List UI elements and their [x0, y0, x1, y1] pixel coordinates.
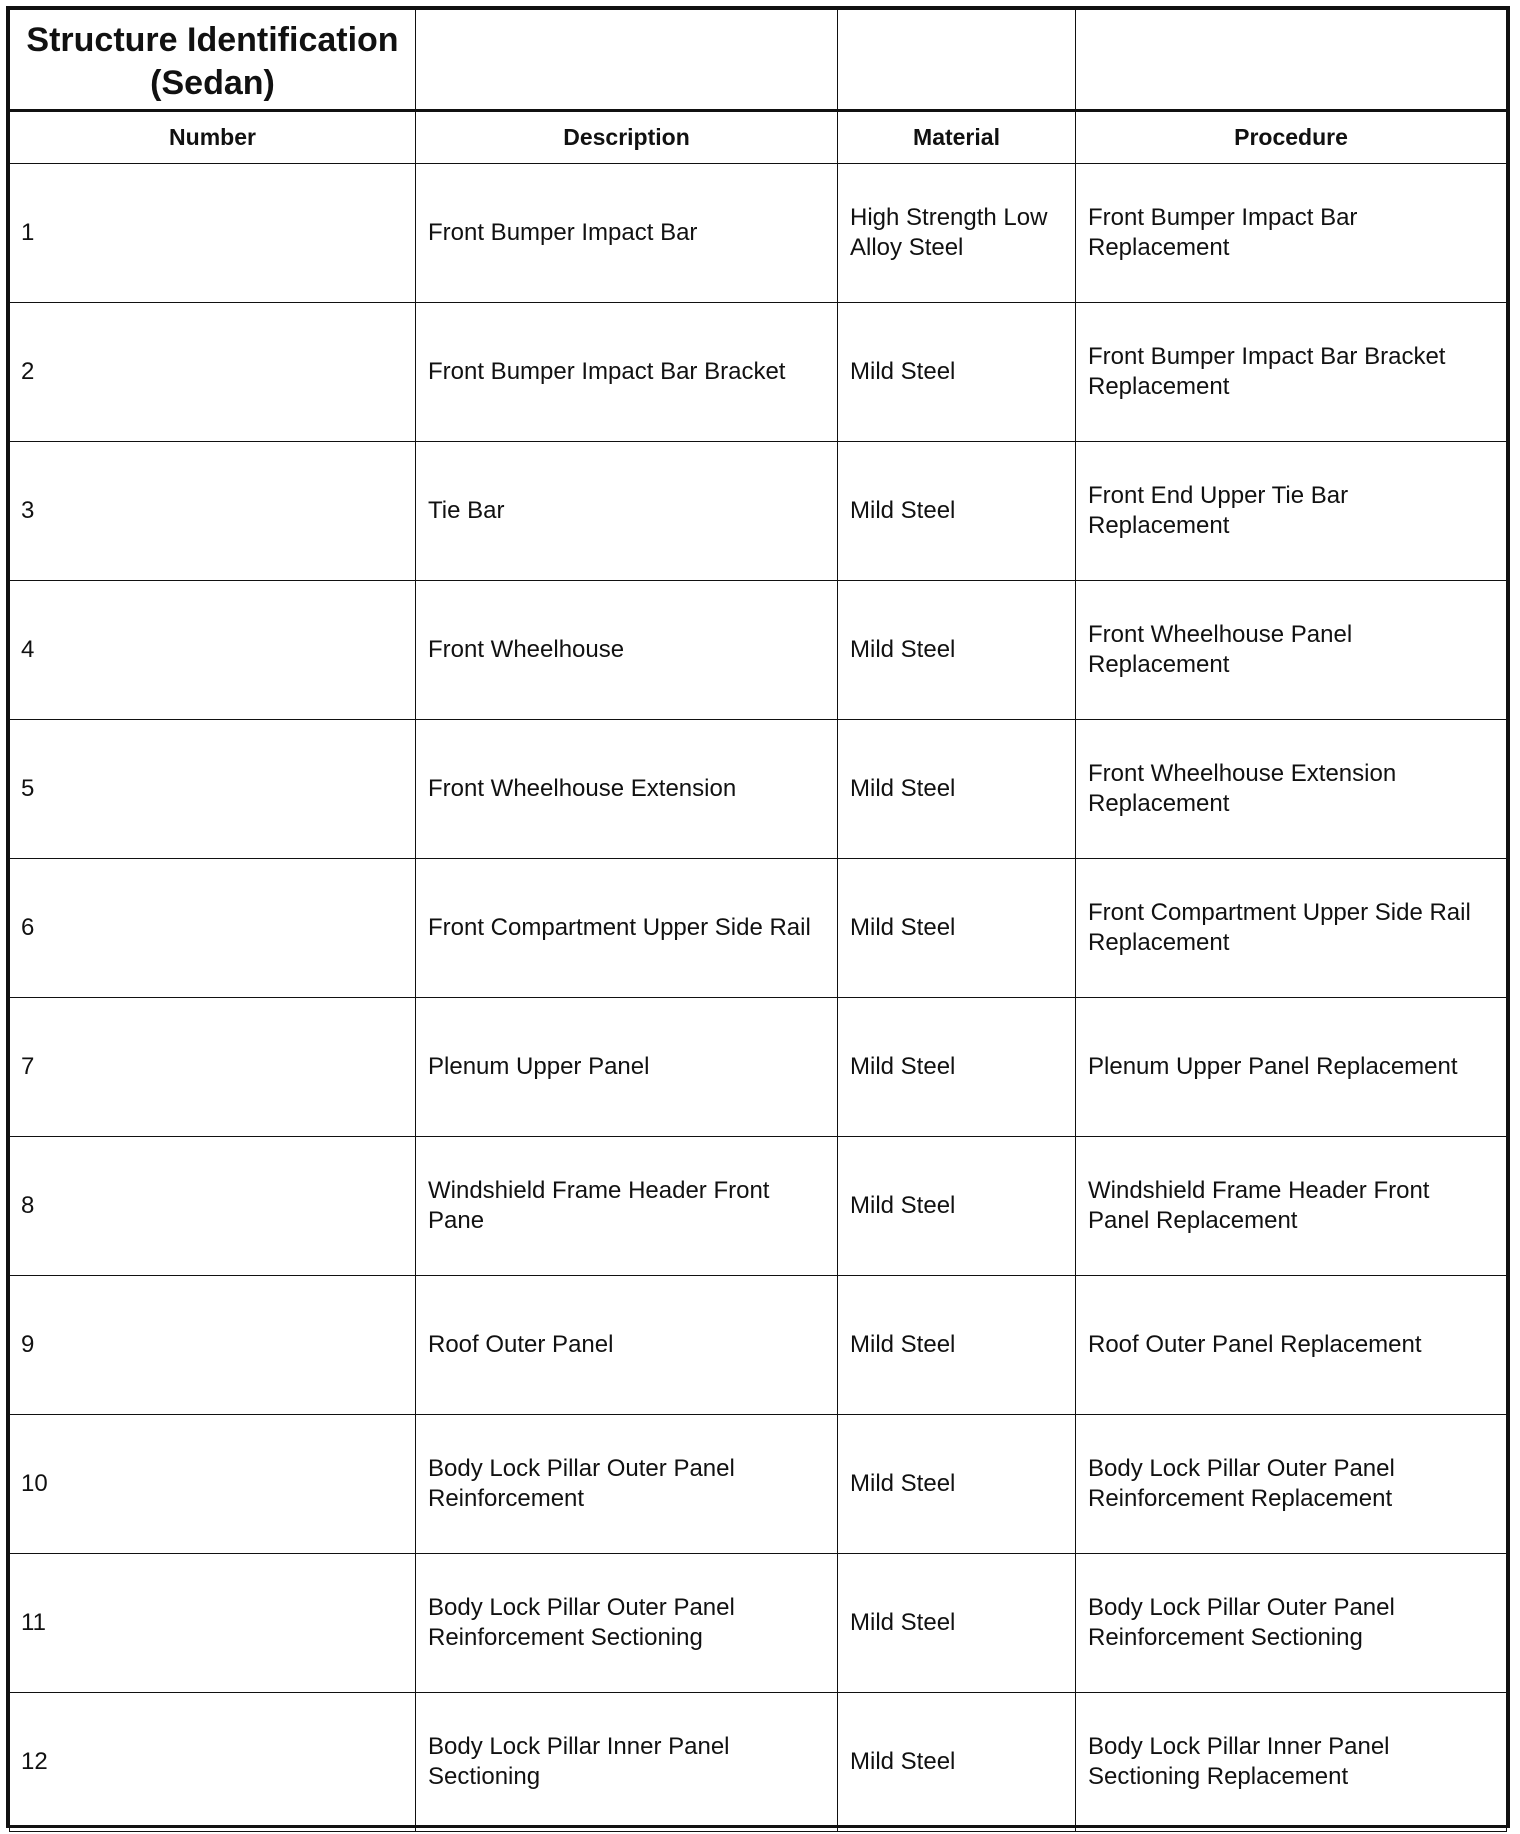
cell-material: Mild Steel: [838, 859, 1076, 998]
structure-table: [9, 9, 1507, 1832]
cell-description: Body Lock Pillar Outer Panel Reinforcement Sectioning: [416, 1554, 838, 1693]
table-row: [10, 1554, 1507, 1693]
cell-material: Mild Steel: [838, 303, 1076, 442]
cell-number: 5: [10, 720, 416, 859]
cell-description: Front Wheelhouse: [416, 581, 838, 720]
cell-description: Roof Outer Panel: [416, 1276, 838, 1415]
table-title: Structure Identification (Sedan): [10, 10, 416, 111]
table-row: [10, 1693, 1507, 1832]
cell-number: 7: [10, 998, 416, 1137]
header-material: Material: [838, 111, 1076, 164]
cell-number: 10: [10, 1415, 416, 1554]
cell-procedure: Roof Outer Panel Replacement: [1076, 1276, 1507, 1415]
cell-material: Mild Steel: [838, 1693, 1076, 1832]
cell-procedure: Front End Upper Tie Bar Replacement: [1076, 442, 1507, 581]
cell-description: Front Bumper Impact Bar: [416, 164, 838, 303]
cell-description: Plenum Upper Panel: [416, 998, 838, 1137]
table-row: [10, 442, 1507, 581]
cell-number: 9: [10, 1276, 416, 1415]
table-row: [10, 859, 1507, 998]
table-row: [10, 1276, 1507, 1415]
table-row: [10, 303, 1507, 442]
cell-procedure: Plenum Upper Panel Replacement: [1076, 998, 1507, 1137]
cell-description: Front Bumper Impact Bar Bracket: [416, 303, 838, 442]
cell-material: Mild Steel: [838, 1276, 1076, 1415]
header-description: Description: [416, 111, 838, 164]
cell-number: 1: [10, 164, 416, 303]
cell-number: 12: [10, 1693, 416, 1832]
cell-number: 11: [10, 1554, 416, 1693]
cell-description: Front Wheelhouse Extension: [416, 720, 838, 859]
cell-description: Tie Bar: [416, 442, 838, 581]
cell-procedure: Front Bumper Impact Bar Replacement: [1076, 164, 1507, 303]
header-number: Number: [10, 111, 416, 164]
cell-procedure: Front Compartment Upper Side Rail Replacement: [1076, 859, 1507, 998]
cell-procedure: Front Wheelhouse Extension Replacement: [1076, 720, 1507, 859]
title-blank-cell: [1076, 10, 1507, 111]
cell-procedure: Front Wheelhouse Panel Replacement: [1076, 581, 1507, 720]
cell-number: 8: [10, 1137, 416, 1276]
cell-material: Mild Steel: [838, 581, 1076, 720]
cell-procedure: Body Lock Pillar Outer Panel Reinforcement Replacement: [1076, 1415, 1507, 1554]
cell-material: Mild Steel: [838, 1415, 1076, 1554]
cell-description: Windshield Frame Header Front Pane: [416, 1137, 838, 1276]
cell-number: 3: [10, 442, 416, 581]
cell-number: 2: [10, 303, 416, 442]
structure-identification-sheet: [6, 6, 1510, 1828]
table-row: [10, 720, 1507, 859]
header-procedure: Procedure: [1076, 111, 1507, 164]
cell-material: Mild Steel: [838, 1554, 1076, 1693]
cell-material: High Strength Low Alloy Steel: [838, 164, 1076, 303]
cell-procedure: Body Lock Pillar Outer Panel Reinforcement Sectioning: [1076, 1554, 1507, 1693]
title-blank-cell: [416, 10, 838, 111]
cell-description: Body Lock Pillar Inner Panel Sectioning: [416, 1693, 838, 1832]
header-row: [10, 111, 1507, 164]
cell-material: Mild Steel: [838, 998, 1076, 1137]
title-row: [10, 10, 1507, 111]
table-row: [10, 1137, 1507, 1276]
title-blank-cell: [838, 10, 1076, 111]
table-row: [10, 164, 1507, 303]
table-row: [10, 998, 1507, 1137]
table-row: [10, 1415, 1507, 1554]
cell-material: Mild Steel: [838, 1137, 1076, 1276]
cell-number: 6: [10, 859, 416, 998]
cell-material: Mild Steel: [838, 442, 1076, 581]
table-row: [10, 581, 1507, 720]
cell-procedure: Front Bumper Impact Bar Bracket Replacement: [1076, 303, 1507, 442]
cell-description: Body Lock Pillar Outer Panel Reinforcement: [416, 1415, 838, 1554]
cell-material: Mild Steel: [838, 720, 1076, 859]
cell-procedure: Body Lock Pillar Inner Panel Sectioning Replacement: [1076, 1693, 1507, 1832]
cell-procedure: Windshield Frame Header Front Panel Replacement: [1076, 1137, 1507, 1276]
cell-number: 4: [10, 581, 416, 720]
cell-description: Front Compartment Upper Side Rail: [416, 859, 838, 998]
